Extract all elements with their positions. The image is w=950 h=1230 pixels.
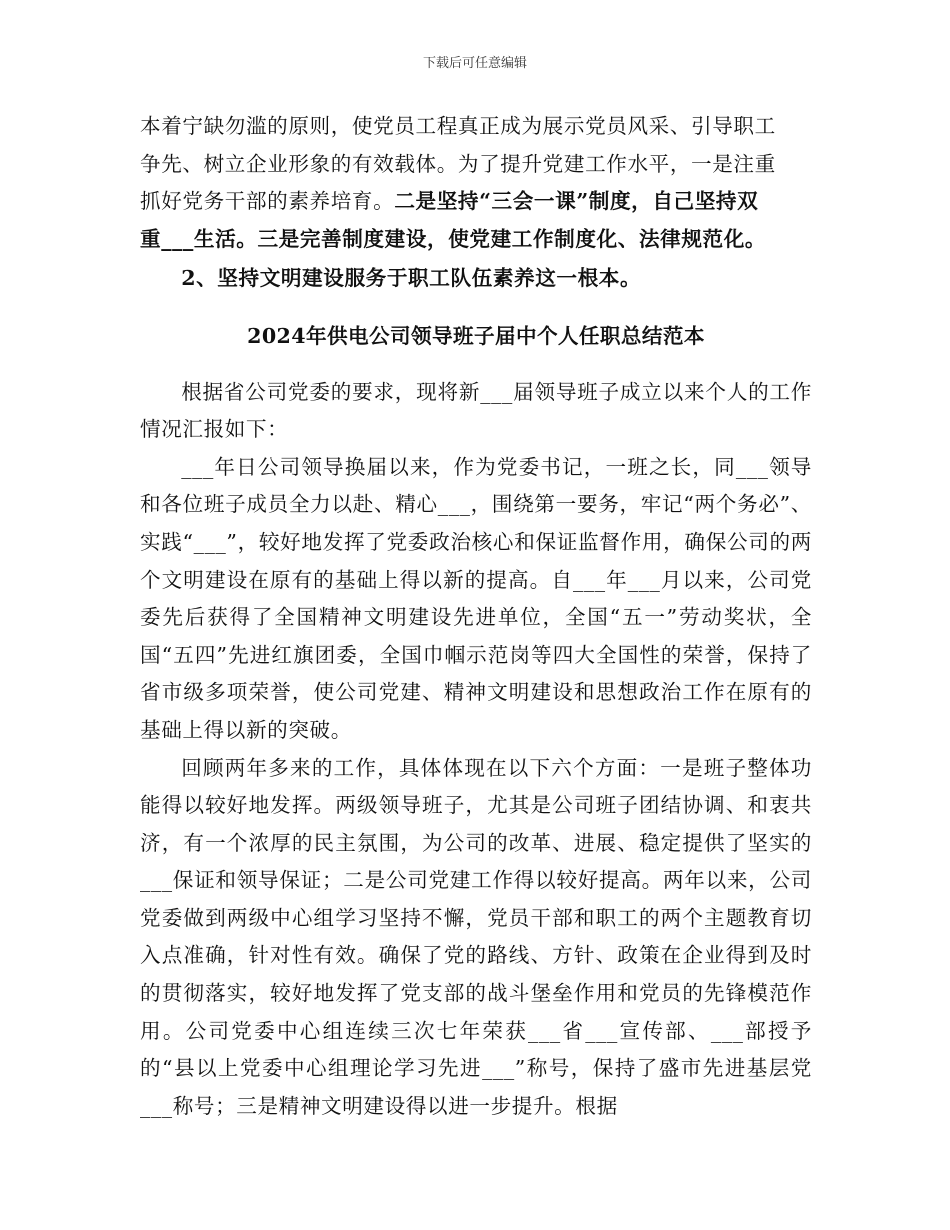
intro-line-3-bold: 二是坚持“三会一课”制度，自己坚持双 xyxy=(394,189,759,214)
paragraph-achievements: ___年日公司领导换届以来，作为党委书记，一班之长，同___领导和各位班子成员全力以赴、精心___，围绕第一要务，牢记“两个务必”、实践“___”，较好地发挥了党委政治核心和保证监督作用，确保公司的两个文明建设在原有的基础上得以新的提高。自___年___月以来，公司党委先后获得了全国精神文明建设先进单位，全国“五一”劳动奖状，全国“五四”先进红旗团委，全国巾帼示范岗等四大全国性的荣誉，保持了省市级多项荣誉，使公司党建、精神文明建设和思想政治工作在原有的基础上得以新的突破。 xyxy=(140,454,812,742)
page-header-note: 下载后可任意编辑 xyxy=(422,56,527,71)
intro-line-1: 本着宁缺勿滥的原则，使党员工程真正成为展示党员风采、引导职工 xyxy=(140,114,776,138)
intro-line-2: 争先、树立企业形象的有效载体。为了提升党建工作水平，一是注重 xyxy=(140,151,776,176)
paragraph-report-intro: 根据省公司党委的要求，现将新___届领导班子成立以来个人的工作情况汇报如下： xyxy=(140,379,812,442)
intro-line-4: 重___生活。三是完善制度建设，使党建工作制度化、法律规范化。 xyxy=(140,226,767,251)
document-body xyxy=(140,108,812,1125)
intro-line-3-normal: 抓好党务干部的素养培育。 xyxy=(140,189,395,214)
intro-line-3 xyxy=(140,183,812,221)
document-title: 2024年供电公司领导班子届中个人任职总结范本 xyxy=(247,323,705,348)
section-heading: 2、坚持文明建设服务于职工队伍素养这一根本。 xyxy=(181,266,642,291)
paragraph-review: 回顾两年多来的工作，具体体现在以下六个方面：一是班子整体功能得以较好地发挥。两级领导班子，尤其是公司班子团结协调、和衷共济，有一个浓厚的民主氛围，为公司的改革、进展、稳定提供了坚实的___保证和领导保证；二是公司党建工作得以较好提高。两年以来，公司党委做到两级中心组学习坚持不懈，党员干部和职工的两个主题教育切入点准确，针对性有效。确保了党的路线、方针、政策在企业得到及时的贯彻落实，较好地发挥了党支部的战斗堡垒作用和党员的先锋模范作用。公司党委中心组连续三次七年荣获___省___宣传部、___部授予的“县以上党委中心组理论学习先进___”称号，保持了盛市先进基层党___称号；三是精神文明建设得以进一步提升。根据 xyxy=(140,755,812,1118)
